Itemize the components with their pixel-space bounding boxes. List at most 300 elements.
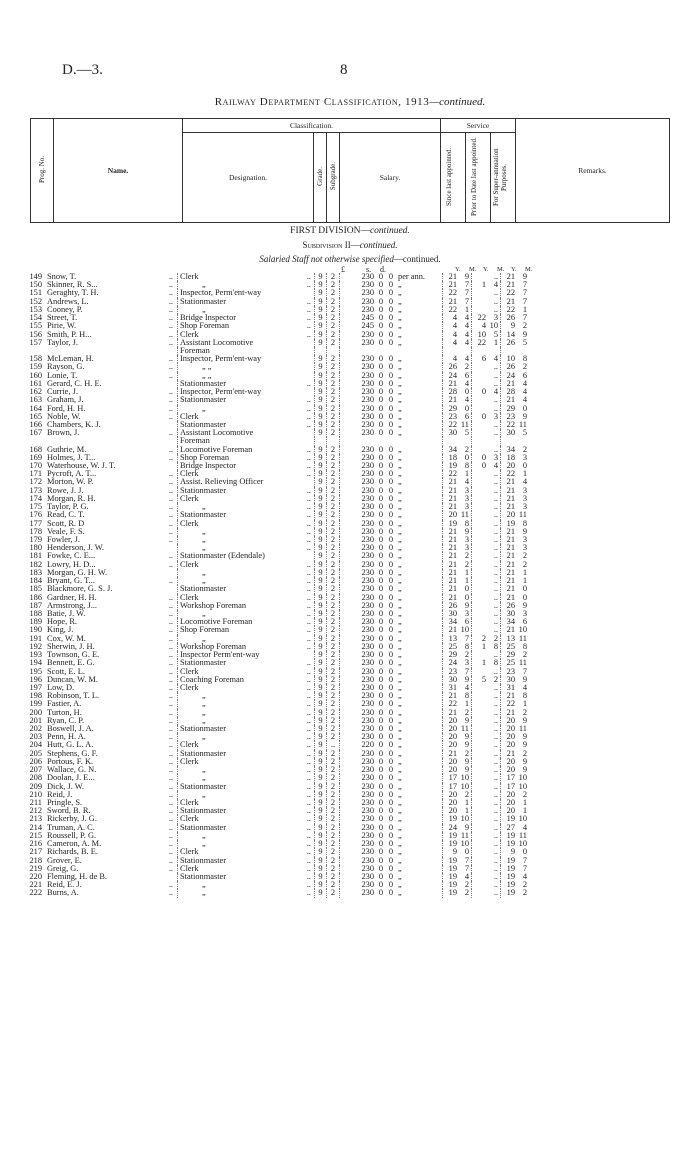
leader-dots: .. bbox=[306, 674, 311, 684]
cell-py bbox=[472, 692, 487, 700]
cell-no: 166 bbox=[29, 419, 42, 429]
cell-gr: 9 bbox=[315, 618, 327, 626]
cell-py: 0 bbox=[472, 413, 487, 421]
cell-pm: 8 bbox=[493, 658, 498, 668]
cell-sal: 230 bbox=[340, 306, 377, 314]
cell-sal: 230 bbox=[340, 396, 377, 404]
cell-gr: 9 bbox=[315, 478, 327, 486]
cell-ty: 30 bbox=[501, 429, 516, 437]
leader-dots: .. bbox=[168, 395, 173, 405]
cell-m: 8 bbox=[464, 518, 469, 528]
designation-text: „ bbox=[202, 715, 206, 725]
cell-y: 24 bbox=[443, 372, 458, 380]
cell-m: 7 bbox=[464, 855, 469, 865]
leader-dots: .. bbox=[168, 773, 173, 783]
cell-py bbox=[472, 577, 487, 585]
cell-m: 1 bbox=[464, 806, 469, 816]
col-prior: Prior to Date last appointed. bbox=[466, 133, 491, 223]
person-name: Turton, H. bbox=[47, 707, 82, 717]
cell-gr: 9 bbox=[315, 774, 327, 782]
cell-py bbox=[472, 396, 487, 404]
leader-dots: .. bbox=[168, 888, 173, 898]
person-name: Graham, J. bbox=[47, 395, 84, 405]
cell-sal: 230 bbox=[340, 446, 377, 454]
cell-sal: 230 bbox=[340, 355, 377, 363]
cell-m: 7 bbox=[464, 633, 469, 643]
cell-pm: 4 bbox=[493, 280, 498, 290]
cell-no: 213 bbox=[29, 814, 42, 824]
leader-dots: .. bbox=[168, 682, 173, 692]
cell-pm: 4 bbox=[493, 461, 498, 471]
cell-sal: 230 bbox=[340, 692, 377, 700]
person-name: Bennett, E. G. bbox=[47, 658, 95, 668]
cell-py bbox=[472, 618, 487, 626]
cell-py: 1 bbox=[472, 281, 487, 289]
cell-ty: 21 bbox=[501, 298, 516, 306]
cell-sal: 230 bbox=[340, 339, 377, 347]
designation-text: „ bbox=[202, 526, 206, 536]
cell-y: 21 bbox=[443, 528, 458, 536]
cell-s: 0 bbox=[378, 543, 384, 553]
cell-sg: 2 bbox=[327, 618, 340, 626]
cell-m: 10 bbox=[460, 625, 469, 635]
cell-pm: 3 bbox=[493, 313, 498, 323]
cell-d: 0 bbox=[388, 814, 394, 824]
cell-s: 0 bbox=[378, 502, 384, 512]
cell-ty: 21 bbox=[501, 536, 516, 544]
cell-ty: 24 bbox=[501, 372, 516, 380]
cell-sal: 245 bbox=[340, 322, 377, 330]
cell-pm: .. bbox=[493, 830, 498, 840]
cell-d: 0 bbox=[388, 839, 394, 849]
cell-sg: .. bbox=[327, 741, 340, 749]
cell-py bbox=[472, 807, 487, 815]
cell-no: 214 bbox=[29, 822, 42, 832]
leader-dots: .. bbox=[168, 839, 173, 849]
designation-text: „ bbox=[202, 691, 206, 701]
cell-gr: 9 bbox=[315, 487, 327, 495]
cell-pm: .. bbox=[493, 576, 498, 586]
cell-d: 0 bbox=[388, 584, 394, 594]
cell-s: 0 bbox=[378, 617, 384, 627]
cell-no: 220 bbox=[29, 871, 42, 881]
cell-tm: 11 bbox=[518, 510, 527, 520]
cell-pm: .. bbox=[493, 724, 498, 734]
cell-py bbox=[472, 495, 487, 503]
cell-pa: „ bbox=[398, 715, 402, 725]
cell-sg: 2 bbox=[327, 363, 340, 371]
cell-pa: „ bbox=[398, 395, 402, 405]
cell-sg: 2 bbox=[327, 528, 340, 536]
cell-sal: 230 bbox=[340, 289, 377, 297]
cell-sg: 2 bbox=[327, 733, 340, 741]
cell-gr: 9 bbox=[315, 544, 327, 552]
cell-m: 3 bbox=[464, 493, 469, 503]
leader-dots: .. bbox=[168, 387, 173, 397]
cell-tm: 7 bbox=[522, 666, 527, 676]
cell-tm: 9 bbox=[522, 600, 527, 610]
person-name: McLeman, H. bbox=[47, 354, 94, 364]
leader-dots: .. bbox=[306, 452, 311, 462]
cell-gr: 9 bbox=[315, 462, 327, 470]
designation-text: „ bbox=[202, 732, 206, 742]
cell-gr: 9 bbox=[315, 692, 327, 700]
cell-no: 168 bbox=[29, 444, 42, 454]
cell-no: 210 bbox=[29, 789, 42, 799]
cell-s: 0 bbox=[378, 428, 384, 438]
cell-gr: 9 bbox=[315, 298, 327, 306]
leader-dots: .. bbox=[306, 403, 311, 413]
unit-shillings: s. bbox=[366, 265, 372, 274]
person-name: Richards, B. E. bbox=[47, 847, 98, 857]
table-row bbox=[24, 889, 529, 897]
cell-d: 0 bbox=[388, 296, 394, 306]
cell-ty: 22 bbox=[501, 700, 516, 708]
cell-no: 196 bbox=[29, 674, 42, 684]
leader-dots: .. bbox=[306, 485, 311, 495]
cell-gr: 9 bbox=[315, 552, 327, 560]
cell-sg: 2 bbox=[327, 552, 340, 560]
cell-sg: 2 bbox=[327, 815, 340, 823]
person-name: Pirie, W. bbox=[47, 321, 77, 331]
cell-y: 21 bbox=[443, 709, 458, 717]
cell-d: 0 bbox=[388, 625, 394, 635]
person-name: Blackmore, G. S. J. bbox=[47, 584, 113, 594]
person-name: Portous, F. K. bbox=[47, 756, 94, 766]
person-name: Waterhouse, W. J. T. bbox=[47, 461, 116, 471]
cell-tm: 1 bbox=[522, 798, 527, 807]
leader-dots: .. bbox=[168, 699, 173, 709]
cell-m: 9 bbox=[464, 756, 469, 766]
cell-d: 0 bbox=[388, 337, 394, 347]
cell-no: 176 bbox=[29, 510, 42, 520]
cell-tm: 11 bbox=[518, 724, 527, 734]
designation-text: „ bbox=[202, 880, 206, 890]
cell-tm: 3 bbox=[522, 502, 527, 512]
cell-gr: 9 bbox=[315, 717, 327, 725]
cell-y: 21 bbox=[443, 561, 458, 569]
cell-sal: 230 bbox=[340, 774, 377, 782]
cell-pm: .. bbox=[493, 740, 498, 750]
cell-m: 2 bbox=[464, 362, 469, 372]
leader-dots: .. bbox=[168, 732, 173, 742]
cell-m: 2 bbox=[464, 551, 469, 561]
leader-dots: .. bbox=[306, 444, 311, 454]
cell-s: 0 bbox=[378, 715, 384, 725]
cell-no: 169 bbox=[29, 452, 42, 462]
person-name: Currie, J. bbox=[47, 387, 78, 397]
leader-dots: .. bbox=[168, 650, 173, 660]
cell-gr: 9 bbox=[315, 824, 327, 832]
cell-tm: 2 bbox=[522, 362, 527, 372]
cell-pa bbox=[396, 437, 443, 445]
cell-no: 150 bbox=[29, 280, 42, 290]
cell-ty: 31 bbox=[501, 684, 516, 692]
designation-text: Clerk bbox=[180, 682, 199, 692]
cell-pa: „ bbox=[398, 888, 402, 898]
cell-no: 149 bbox=[29, 272, 42, 281]
leader-dots: .. bbox=[306, 304, 311, 314]
cell-sg: 2 bbox=[327, 487, 340, 495]
cell-ty: 34 bbox=[501, 618, 516, 626]
cell-m: 4 bbox=[464, 477, 469, 487]
cell-ty: 21 bbox=[501, 396, 516, 404]
page-number: 8 bbox=[340, 62, 348, 78]
cell-y: 23 bbox=[443, 668, 458, 676]
designation-text: Stationmaster (Edendale) bbox=[180, 551, 265, 561]
cell-d: 0 bbox=[388, 748, 394, 758]
cell-y: 20 bbox=[443, 791, 458, 799]
cell-tm: 8 bbox=[522, 641, 527, 651]
leader-dots: .. bbox=[168, 600, 173, 610]
cell-d: 0 bbox=[388, 682, 394, 692]
cell-py: 10 bbox=[472, 331, 487, 339]
cell-y: 20 bbox=[443, 799, 458, 807]
leader-dots: .. bbox=[168, 337, 173, 347]
cell-pa bbox=[396, 347, 443, 355]
cell-sg: 2 bbox=[327, 536, 340, 544]
cell-d: 0 bbox=[388, 543, 394, 553]
cell-s: 0 bbox=[378, 600, 384, 610]
cell-m: 2 bbox=[464, 559, 469, 569]
cell-tm: 2 bbox=[522, 888, 527, 898]
cell-gr: 9 bbox=[315, 741, 327, 749]
cell-py bbox=[472, 363, 487, 371]
cell-d: 0 bbox=[388, 600, 394, 610]
leader-dots: .. bbox=[168, 362, 173, 372]
cell-sg: 2 bbox=[327, 659, 340, 667]
cell-sal: 230 bbox=[340, 873, 377, 881]
cell-gr: 9 bbox=[315, 832, 327, 840]
cell-pa: „ bbox=[398, 370, 402, 380]
cell-pm: 8 bbox=[493, 641, 498, 651]
leader-dots: .. bbox=[306, 641, 311, 651]
cell-gr: 9 bbox=[315, 273, 327, 281]
cell-no: 155 bbox=[29, 321, 42, 331]
cell-pa: „ bbox=[398, 773, 402, 783]
col-super: For Super-annuation Purposes. bbox=[491, 133, 516, 223]
cell-m: 11 bbox=[460, 724, 469, 734]
cell-tm: 4 bbox=[522, 395, 527, 405]
cell-m: 4 bbox=[464, 871, 469, 881]
leader-dots: .. bbox=[168, 321, 173, 331]
cell-sal: 230 bbox=[340, 700, 377, 708]
cell-sal: 230 bbox=[340, 791, 377, 799]
cell-pm: .. bbox=[493, 608, 498, 618]
cell-d: 0 bbox=[388, 699, 394, 709]
cell-ty: 21 bbox=[501, 273, 516, 281]
cell-s: 0 bbox=[378, 567, 384, 577]
cell-sg: 2 bbox=[327, 602, 340, 610]
cell-no: 203 bbox=[29, 732, 42, 742]
col-subgrade: Subgrade. bbox=[327, 133, 340, 223]
cell-tm: 9 bbox=[522, 674, 527, 684]
cell-y: 20 bbox=[443, 511, 458, 519]
cell-pa: „ bbox=[398, 871, 402, 881]
cell-m: 0 bbox=[464, 452, 469, 462]
cell-d: 0 bbox=[388, 387, 394, 397]
cell-m: 2 bbox=[464, 789, 469, 799]
cell-s: 0 bbox=[378, 378, 384, 388]
cell-s: 0 bbox=[378, 551, 384, 561]
cell-m: 7 bbox=[464, 280, 469, 290]
cell-y: 17 bbox=[443, 783, 458, 791]
cell-sg: 2 bbox=[327, 725, 340, 733]
cell-s: 0 bbox=[378, 871, 384, 881]
cell-py: 22 bbox=[472, 339, 487, 347]
cell-sal: 230 bbox=[340, 544, 377, 552]
cell-sal: 230 bbox=[340, 421, 377, 429]
cell-s: 0 bbox=[378, 781, 384, 791]
cell-tm: 9 bbox=[522, 329, 527, 339]
leader-dots: .. bbox=[168, 526, 173, 536]
cell-tm: 9 bbox=[522, 756, 527, 766]
cell-no: 207 bbox=[29, 765, 42, 775]
cell-d: 0 bbox=[388, 477, 394, 487]
cell-d: 0 bbox=[388, 724, 394, 734]
cell-sg: 2 bbox=[327, 651, 340, 659]
cell-y: 31 bbox=[443, 684, 458, 692]
cell-no: 175 bbox=[29, 502, 42, 512]
cell-no: 190 bbox=[29, 625, 42, 635]
designation-text: Clerk bbox=[180, 666, 199, 676]
leader-dots: .. bbox=[168, 641, 173, 651]
cell-s: 0 bbox=[378, 313, 384, 323]
cell-d: 0 bbox=[388, 592, 394, 602]
cell-d: 0 bbox=[388, 773, 394, 783]
cell-s: 0 bbox=[378, 535, 384, 544]
cell-s: 0 bbox=[378, 362, 384, 372]
cell-m: 9 bbox=[464, 732, 469, 742]
cell-ty: 20 bbox=[501, 725, 516, 733]
person-name: Townson, G. E. bbox=[47, 650, 100, 660]
cell-sal: 230 bbox=[340, 298, 377, 306]
cell-pa: „ bbox=[398, 625, 402, 635]
cell-sal: 230 bbox=[340, 487, 377, 495]
cell-no: 206 bbox=[29, 756, 42, 766]
cell-y: 21 bbox=[443, 478, 458, 486]
cell-no: 202 bbox=[29, 724, 42, 734]
cell-y: 29 bbox=[443, 651, 458, 659]
cell-pm: .. bbox=[493, 370, 498, 380]
cell-s: 0 bbox=[378, 658, 384, 668]
designation-text: „ bbox=[202, 773, 206, 783]
unit-pound: £ bbox=[341, 265, 345, 274]
cell-tm: 10 bbox=[518, 839, 527, 849]
cell-sal: 230 bbox=[340, 832, 377, 840]
cell-ty: 17 bbox=[501, 783, 516, 791]
cell-tm: 2 bbox=[522, 880, 527, 890]
cell-y: 25 bbox=[443, 643, 458, 651]
cell-s: 0 bbox=[378, 855, 384, 865]
person-name: Fleming, H. de B. bbox=[47, 871, 108, 881]
cell-sal: 230 bbox=[340, 889, 377, 897]
cell-y: 21 bbox=[443, 594, 458, 602]
cell-pm: .. bbox=[493, 806, 498, 816]
cell-s: 0 bbox=[378, 732, 384, 742]
person-name: Grover, E. bbox=[47, 855, 82, 865]
cell-tm: 9 bbox=[522, 411, 527, 421]
cell-sg: 2 bbox=[327, 520, 340, 528]
leader-dots: .. bbox=[306, 748, 311, 758]
cell-ty: 27 bbox=[501, 824, 516, 832]
cell-py bbox=[472, 289, 487, 297]
cell-s: 0 bbox=[378, 798, 384, 807]
cell-pm: 10 bbox=[489, 321, 498, 331]
leader-dots: .. bbox=[306, 411, 311, 421]
cell-tm: 3 bbox=[522, 543, 527, 553]
leader-dots: .. bbox=[306, 493, 311, 503]
cell-sg: 2 bbox=[327, 421, 340, 429]
cell-gr: 9 bbox=[315, 446, 327, 454]
cell-m: 4 bbox=[464, 354, 469, 364]
cell-tm: 9 bbox=[522, 765, 527, 775]
cell-pm: .. bbox=[493, 650, 498, 660]
leader-dots: .. bbox=[306, 378, 311, 388]
cell-d: 0 bbox=[388, 493, 394, 503]
designation-text: Stationmaster bbox=[180, 658, 227, 668]
designation-text: „ bbox=[202, 633, 206, 643]
designation-text: Stationmaster bbox=[180, 584, 227, 594]
leader-dots: .. bbox=[168, 280, 173, 290]
cell-sal: 230 bbox=[340, 536, 377, 544]
leader-dots: .. bbox=[168, 806, 173, 816]
cell-d: 0 bbox=[388, 411, 394, 421]
cell-sal: 230 bbox=[340, 388, 377, 396]
cell-d: 0 bbox=[388, 617, 394, 627]
cell-m: 2 bbox=[464, 707, 469, 717]
cell-py: 0 bbox=[472, 462, 487, 470]
cell-s: 0 bbox=[378, 814, 384, 824]
designation-text: „ bbox=[202, 535, 206, 544]
cell-py bbox=[472, 815, 487, 823]
staff-heading: Salaried Staff not otherwise specified—continued. bbox=[259, 254, 441, 264]
cell-y: 21 bbox=[443, 626, 458, 634]
cell-d: 0 bbox=[388, 888, 394, 898]
leader-dots: .. bbox=[306, 576, 311, 586]
cell-ty: 21 bbox=[501, 281, 516, 289]
cell-m: 9 bbox=[464, 272, 469, 281]
cell-no: 154 bbox=[29, 313, 42, 323]
person-name: Henderson, J. W. bbox=[47, 543, 104, 553]
cell-sal: 230 bbox=[340, 717, 377, 725]
cell-py: 5 bbox=[472, 676, 487, 684]
page-title bbox=[0, 96, 700, 108]
cell-pa: „ bbox=[398, 362, 402, 372]
designation-text: „ bbox=[202, 765, 206, 775]
cell-py: 4 bbox=[472, 322, 487, 330]
cell-s: 0 bbox=[378, 839, 384, 849]
cell-ty: 21 bbox=[501, 528, 516, 536]
cell-pm: .. bbox=[493, 814, 498, 824]
cell-s: 0 bbox=[378, 461, 384, 471]
cell-pa: „ bbox=[398, 337, 402, 347]
leader-dots: .. bbox=[306, 691, 311, 701]
cell-d: 0 bbox=[388, 354, 394, 364]
cell-no: 172 bbox=[29, 477, 42, 487]
cell-y: 20 bbox=[443, 807, 458, 815]
leader-dots: .. bbox=[168, 428, 173, 438]
designation-text: „ bbox=[202, 304, 206, 314]
designation-text: „ bbox=[202, 608, 206, 618]
cell-m: 9 bbox=[464, 740, 469, 750]
person-name: Fowler, J. bbox=[47, 535, 80, 544]
leader-dots: .. bbox=[168, 822, 173, 832]
cell-sal: 230 bbox=[340, 372, 377, 380]
cell-pm: .. bbox=[493, 699, 498, 709]
cell-d: 0 bbox=[388, 395, 394, 405]
leader-dots: .. bbox=[306, 839, 311, 849]
